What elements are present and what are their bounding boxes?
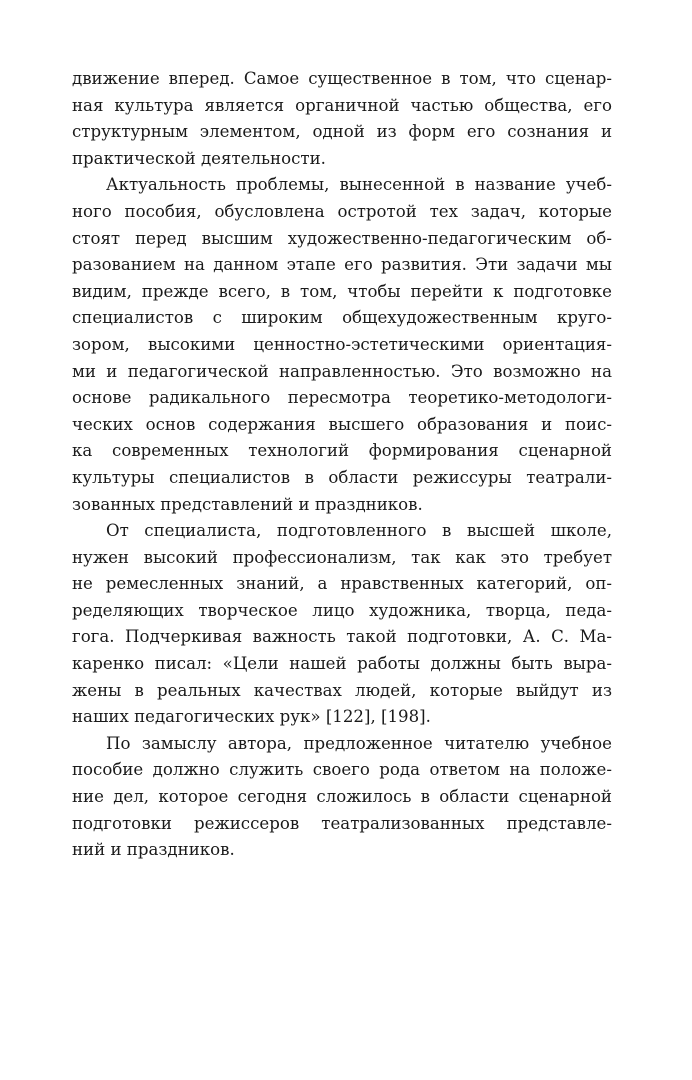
text-line: не ремесленных знаний, а нравственных категорий, оп-	[72, 574, 612, 594]
text-line: основе радикального пересмотра теоретико-методологи-	[72, 388, 612, 408]
text-line: структурным элементом, одной из форм его сознания и	[72, 122, 612, 142]
text-line: каренко писал: «Цели нашей работы должны быть выра-	[72, 654, 612, 674]
text-line: По замыслу автора, предложенное читателю учебное	[106, 733, 612, 753]
text-line: ми и педагогической направленностью. Это возможно на	[72, 361, 612, 381]
text-line: пособие должно служить своего рода ответом на положе-	[72, 760, 612, 780]
text-line: зором, высокими ценностно-эстетическими ориентация-	[72, 334, 612, 354]
text-line: ределяющих творческое лицо художника, творца, педа-	[72, 600, 612, 620]
text-line: движение вперед. Самое существенное в том, что сценар-	[72, 69, 612, 88]
text-line: видим, прежде всего, в том, чтобы перейти к подготовке	[72, 281, 612, 301]
paragraph-3	[72, 518, 612, 731]
text-line: наших педагогических рук» [122], [198].	[72, 707, 431, 727]
text-line: практической деятельности.	[72, 148, 326, 168]
text-line: зованных представлений и праздников.	[72, 494, 423, 514]
text-line: специалистов с широким общехудожественным круго-	[72, 308, 612, 328]
text-line: культуры специалистов в области режиссуры театрали-	[72, 467, 612, 487]
text-line: От специалиста, подготовленного в высшей школе,	[106, 521, 612, 541]
text-line: ческих основ содержания высшего образования и поис-	[72, 414, 612, 434]
text-line: нужен высокий профессионализм, так как это требует	[72, 547, 612, 567]
text-line: ние дел, которое сегодня сложилось в области сценарной	[72, 787, 612, 807]
text-line: гога. Подчеркивая важность такой подготовки, А. С. Ма-	[72, 627, 612, 647]
paragraph-1	[72, 66, 612, 172]
paragraph-4	[72, 731, 612, 864]
page-body	[72, 66, 612, 864]
text-line: ний и праздников.	[72, 840, 235, 860]
text-line: стоят перед высшим художественно-педагогическим об-	[72, 228, 612, 248]
text-line: Актуальность проблемы, вынесенной в название учеб-	[106, 175, 612, 195]
paragraph-2	[72, 172, 612, 518]
text-line: ка современных технологий формирования сценарной	[72, 441, 612, 461]
text-line: подготовки режиссеров театрализованных представле-	[72, 813, 612, 833]
text-line: разованием на данном этапе его развития. Эти задачи мы	[72, 255, 612, 275]
text-line: ного пособия, обусловлена остротой тех задач, которые	[72, 201, 612, 221]
text-line: жены в реальных качествах людей, которые выйдут из	[72, 680, 612, 700]
text-line: ная культура является органичной частью общества, его	[72, 95, 612, 115]
